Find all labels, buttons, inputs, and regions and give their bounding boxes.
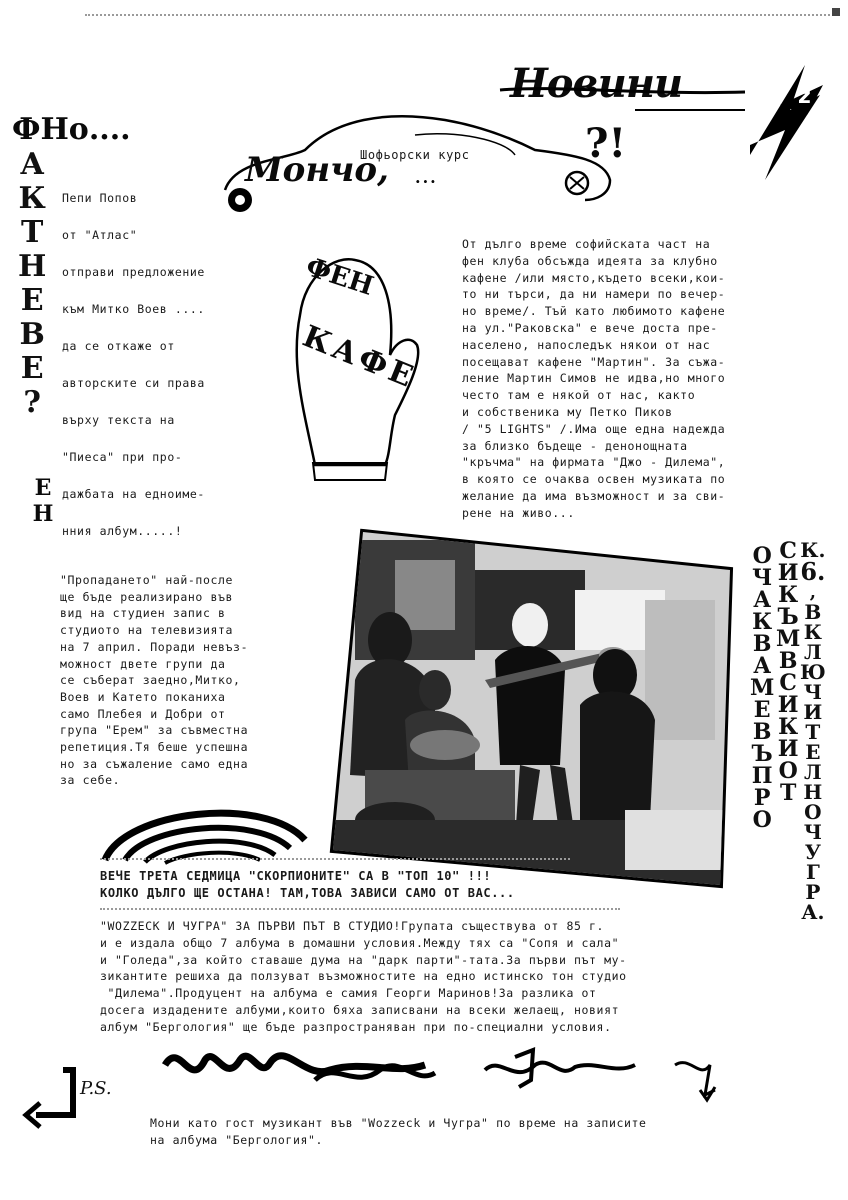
text-line: КОЛКО ДЪЛГО ЩЕ ОСТАНА! ТАМ,ТОВА ЗАВИСИ САМО ОТ ВАС... bbox=[100, 886, 515, 900]
text-line: кафене /или място,където всеки,кои- bbox=[462, 270, 726, 285]
fan-label: ФЕН bbox=[302, 252, 378, 302]
corner-mark bbox=[832, 8, 840, 16]
vertical-letter: Е bbox=[805, 740, 821, 764]
vertical-letter: В bbox=[752, 631, 772, 657]
text-line: в която се очаква освен музиката по bbox=[462, 472, 726, 487]
text-line: рене на живо... bbox=[462, 505, 575, 520]
vertical-letter: В bbox=[778, 648, 798, 674]
vertical-right-col1 bbox=[750, 545, 774, 831]
text-line: група "Ерем" за съвместна bbox=[60, 723, 249, 738]
question-mark: ?! bbox=[585, 120, 626, 167]
vertical-letter: Е bbox=[20, 283, 44, 318]
top10-text bbox=[100, 868, 515, 902]
dotted-rule bbox=[100, 908, 620, 910]
vertical-letter: В bbox=[804, 600, 822, 624]
text-line: албум "Бергология" ще бъде разпространяван при по-специални условия. bbox=[100, 1019, 612, 1034]
vertical-letter: К bbox=[18, 181, 46, 216]
right-column-text bbox=[462, 236, 725, 522]
vertical-letter: Т bbox=[779, 780, 797, 806]
vertical-letter: О bbox=[752, 543, 772, 569]
top-dotted-rule bbox=[85, 14, 830, 16]
text-line: посещават кафене "Мартин". За съжа- bbox=[462, 354, 726, 369]
text-line: досега издадените албуми,които бяха записвани на всеки желаещ, новият bbox=[100, 1002, 620, 1017]
text-line: но за съжаление само една bbox=[60, 756, 249, 771]
course-label: Шофьорски курс bbox=[360, 148, 470, 162]
vertical-letter: С bbox=[779, 670, 797, 696]
text-line: само Плебея и Добри от bbox=[60, 706, 226, 721]
text-line: към Митко Воев .... bbox=[62, 302, 205, 316]
vertical-letter: Е bbox=[20, 351, 44, 386]
cafe-label: КАФЕ bbox=[297, 318, 422, 397]
vertical-letter: Т bbox=[805, 720, 821, 744]
text-line: / "5 LIGHTS" /.Има още една надежда bbox=[462, 421, 726, 436]
text-line: студиото на телевизията bbox=[60, 623, 234, 638]
text-line: "Пропадането" най-после bbox=[60, 573, 234, 587]
vertical-letter: Ъ bbox=[777, 604, 799, 630]
text-line: често там е някой от нас, както bbox=[462, 388, 696, 403]
text-line: и собственика му Петко Пиков bbox=[462, 404, 673, 419]
vertical-left-title bbox=[18, 147, 47, 420]
vertical-letter: А bbox=[19, 147, 45, 182]
text-line: репетиция.Тя беше успешна bbox=[60, 740, 249, 755]
left-column-text bbox=[62, 180, 205, 550]
fakt-heading: ФНо.... bbox=[12, 112, 131, 147]
vertical-letter: Н bbox=[803, 780, 823, 804]
vertical-letter: Л bbox=[804, 640, 822, 664]
vertical-letter: О bbox=[804, 800, 822, 824]
vertical-letter: Ю bbox=[800, 660, 826, 684]
vertical-letter: 6. bbox=[800, 557, 826, 586]
text-line: и е издала общо 7 албума в домашни условия.Между тях са "Сопя и сала" bbox=[100, 935, 620, 950]
text-line: на ул."Раковска" е вече доста пре- bbox=[462, 320, 718, 335]
vertical-letter: К bbox=[752, 609, 773, 635]
novini-heading: Новини bbox=[510, 60, 683, 107]
vertical-letter: Р bbox=[805, 880, 821, 904]
vertical-letter: Н bbox=[18, 249, 47, 284]
text-line: върху текста на bbox=[62, 413, 175, 427]
band-photo bbox=[325, 520, 740, 890]
vertical-letter: Г bbox=[805, 860, 820, 884]
vertical-letter: Ч bbox=[803, 680, 822, 704]
text-line: Пепи Попов bbox=[62, 191, 138, 205]
ps-label: P.S. bbox=[80, 1078, 112, 1099]
vertical-letter: М bbox=[776, 626, 801, 652]
vertical-letter: П bbox=[751, 763, 773, 789]
dotted-rule bbox=[100, 858, 570, 860]
vertical-letter: У bbox=[804, 840, 821, 864]
text-line: Воев и Катето поканиха bbox=[60, 689, 226, 704]
text-line: зикантите решиха да ползуват възможностите на едно истинско тон студио bbox=[100, 969, 627, 984]
vertical-letter: Ч bbox=[803, 820, 822, 844]
vertical-letter: И bbox=[777, 692, 799, 718]
vertical-letter: В bbox=[752, 719, 772, 745]
vertical-letter: С bbox=[779, 538, 797, 564]
course-date: ... bbox=[415, 168, 438, 187]
text-line: От дълго време софийската част на bbox=[462, 237, 711, 251]
ps-arrow-icon bbox=[18, 1065, 98, 1135]
vertical-right-col3 bbox=[800, 540, 826, 922]
text-line: за себе. bbox=[60, 773, 121, 788]
text-line: ВЕЧЕ ТРЕТА СЕДМИЦА "СКОРПИОНИТЕ" СА В "ТОП 10" !!! bbox=[100, 869, 492, 883]
vertical-letter: ? bbox=[23, 385, 41, 420]
text-line: отправи предложение bbox=[62, 265, 205, 279]
ps-caption bbox=[150, 1115, 647, 1149]
text-line: "Дилема".Продуцент на албума е самия Георги Маринов!За разлика от bbox=[100, 986, 597, 1001]
vertical-letter: В bbox=[19, 317, 45, 352]
text-line: вид на студиен запис в bbox=[60, 606, 226, 621]
text-line: ще бъде реализирано във bbox=[60, 589, 234, 604]
vertical-letter: О bbox=[752, 807, 772, 833]
vertical-right-col2 bbox=[776, 540, 800, 804]
vertical-letter: А bbox=[753, 587, 772, 613]
text-line: и "Голеда",за който ставаше дума на "дарк парти"-тата.За първи път му- bbox=[100, 952, 627, 967]
vertical-left-small: ЕН bbox=[30, 475, 56, 527]
text-line: фен клуба обсъжда идеята за клубно bbox=[462, 253, 718, 268]
studio-text bbox=[100, 918, 627, 1036]
text-line: "кръчма" на фирмата "Джо - Дилема", bbox=[462, 455, 726, 470]
vertical-letter: А. bbox=[801, 900, 825, 924]
vertical-letter: М bbox=[750, 675, 775, 701]
vertical-letter: К bbox=[778, 582, 799, 608]
vertical-letter: И bbox=[803, 700, 823, 724]
vertical-letter: И bbox=[777, 736, 799, 762]
vertical-letter: Р bbox=[753, 785, 771, 811]
text-line: на 7 април. Поради невъз- bbox=[60, 639, 249, 654]
vertical-letter: Л bbox=[804, 760, 822, 784]
text-line: "Пиеса" при про- bbox=[62, 450, 183, 464]
vertical-letter: Ъ bbox=[751, 741, 773, 767]
text-line: то ни търси, да ни намери по вечер- bbox=[462, 287, 726, 302]
text-line: нния албум.....! bbox=[62, 524, 183, 538]
text-line: желание да има възможност и за сви- bbox=[462, 488, 726, 503]
vertical-letter: К. bbox=[800, 538, 826, 562]
vertical-letter: , bbox=[809, 582, 817, 603]
text-line: авторските си права bbox=[62, 376, 205, 390]
text-line: но време/. Тъй като любимото кафене bbox=[462, 304, 726, 319]
vertical-letter: А bbox=[753, 653, 772, 679]
text-line: Мони като гост музикант във "Wozzeck и Чугра" по време на записите bbox=[150, 1116, 647, 1130]
text-line: дажбата на едноиме- bbox=[62, 487, 205, 501]
squiggle-banner bbox=[155, 1035, 725, 1105]
text-line: за близко бъдеще - денонощната bbox=[462, 438, 688, 453]
vertical-letter: К bbox=[803, 620, 822, 644]
text-line: от "Атлас" bbox=[62, 228, 138, 242]
lightning-logo-icon bbox=[735, 55, 830, 185]
vertical-letter: К bbox=[778, 714, 799, 740]
vertical-letter: Ч bbox=[752, 565, 773, 591]
text-line: се съберат заедно,Митко, bbox=[60, 673, 241, 688]
text-line: можност двете групи да bbox=[60, 656, 226, 671]
text-line: "WOZZECK И ЧУГРА" ЗА ПЪРВИ ПЪТ В СТУДИО!Групата съществува от 85 г. bbox=[100, 919, 605, 933]
vertical-letter: О bbox=[778, 758, 798, 784]
photo-caption-text bbox=[60, 572, 248, 789]
text-line: да се откаже от bbox=[62, 339, 175, 353]
mongi-name: Мончо, bbox=[245, 150, 389, 190]
vertical-letter: Т bbox=[21, 215, 44, 250]
svg-text:z: z bbox=[798, 84, 811, 109]
text-line: на албума "Бергология". bbox=[150, 1133, 324, 1147]
text-line: ление Мартин Симов не идва,но много bbox=[462, 371, 726, 386]
vertical-letter: Е bbox=[753, 697, 771, 723]
text-line: населено, напоследък някои от нас bbox=[462, 337, 711, 352]
vertical-letter: И bbox=[777, 560, 799, 586]
